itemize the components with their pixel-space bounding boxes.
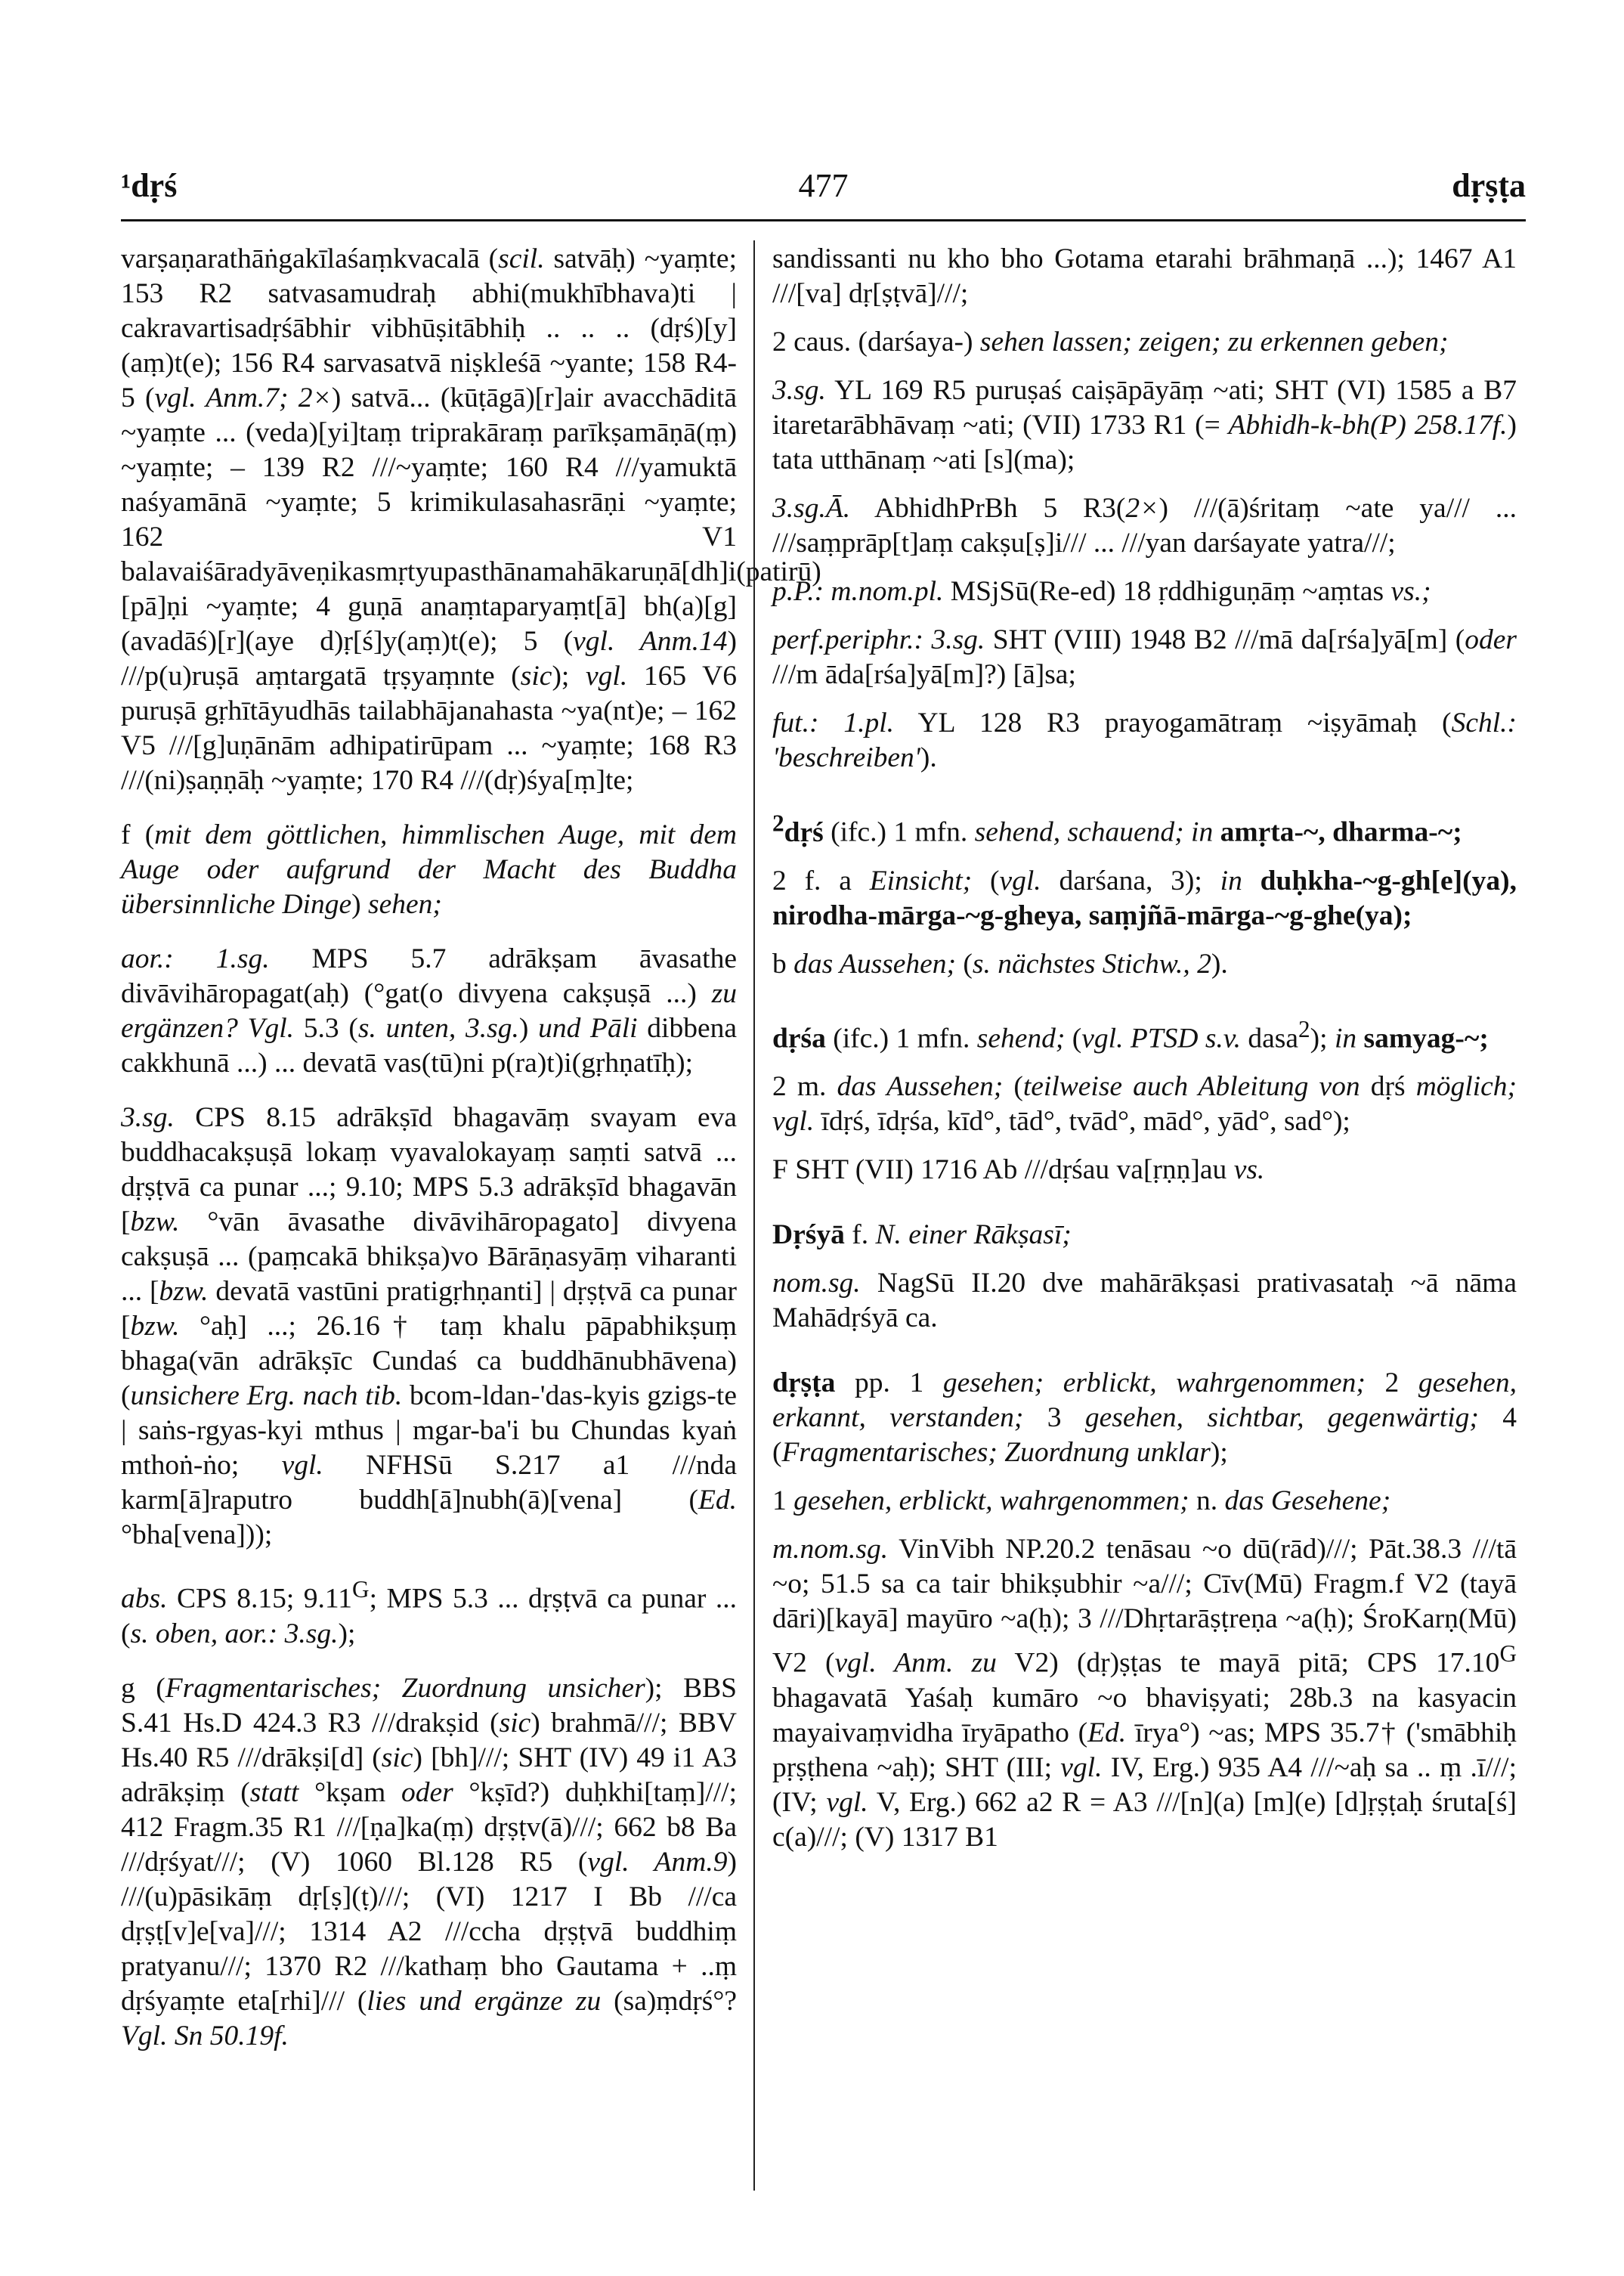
entry-2drs-sense-2: 2 f. a Einsicht; (vgl. darśana, 3); in duḥkha-~g-gh[e](ya), nirodha-mārga-~g-gheya, saṃjñā-mārga-~g-ghe(ya); bbox=[772, 865, 1517, 931]
caus-fut: fut.: 1.pl. YL 128 R3 prayogamātraṃ ~iṣyāmaḥ (Schl.: 'beschreiben'). bbox=[772, 708, 1517, 773]
caus-3sg-atm: 3.sg.Ā. AbhidhPrBh 5 R3(2×) ///(ā)śritaṃ ~ate ya/// ... ///saṃprāp[t]aṃ cakṣu[ṣ]i/// ... ///yan darśayate yatra///; bbox=[772, 493, 1517, 559]
entry-2drs-sense-b: b das Aussehen; (s. nächstes Stichw., 2). bbox=[772, 948, 1228, 980]
header-left-headword: ¹dṛś bbox=[121, 167, 178, 204]
column-divider bbox=[753, 240, 755, 2191]
entry-continuation: varṣaṇarathāṅgakīlaśaṃkvacalā (scil. satvāḥ) ~yaṃte; 153 R2 satvasamudraḥ abhi(mukhībhava)ti | cakravartisadṛśābhir vibhūṣitābhiḥ .. .. .. (dṛś)[y](aṃ)t(e); 156 R4 sarvasatvā niṣkleśā ~yante; 158 R4-5 (vgl. Anm.7; 2×) satvā... (kūṭāgā)[r]air avacchāditā ~yaṃte ... (veda)[yi]taṃ triprakāraṃ parīkṣamāṇā(ṃ) ~yaṃte; – 139 R2 ///~yaṃte; 160 R4 ///yamuktā naśyamānā ~yaṃte; 5 krimikulasahasrāṇi ~yaṃte; 162 V1 balavaiśāradyāveṇikasmṛtyupasthānamahākaruṇā[dh]i(patirū)[pā]ṇi ~yaṃte; 4 guṇā anaṃtaparyaṃt[ā] bh(a)[g](avadāś)[r](aye d)ṛ[ś]y(aṃ)t(e); 5 (vgl. Anm.14) ///p(u)ruṣā aṃtargatā tṛṣyaṃnte (sic); vgl. 165 V6 puruṣā gṛhītāyudhās tailabhājanahasta ~ya(nt)e; – 162 V5 ///[g]uṇānām adhipatirūpam ... ~yaṃte; 168 R3 ///(ni)ṣaṇṇāḥ ~yaṃte; 170 R4 ///(dṛ)śya[ṃ]te; bbox=[121, 243, 821, 796]
entry-drsya: Dṛśyā f. N. einer Rākṣasī; bbox=[772, 1219, 1072, 1250]
left-column bbox=[121, 242, 821, 2073]
entry-drsya-nom: nom.sg. NagSū II.20 dve mahārākṣasi prativasataḥ ~ā nāma Mahādṛśyā ca. bbox=[772, 1268, 1517, 1333]
entry-drsa-sense-2: 2 m. das Aussehen; (teilweise auch Ableitung von dṛś möglich; vgl. īdṛś, īdṛśa, kīd°, tād°, tvād°, mād°, yād°, sad°); bbox=[772, 1071, 1517, 1137]
header-rule bbox=[121, 219, 1526, 221]
running-head bbox=[121, 166, 1526, 212]
caus-3sg: 3.sg. YL 169 R5 puruṣaś caiṣāpāyāṃ ~ati; SHT (VI) 1585 a B7 itaretarābhāvaṃ ~ati; (VII) 1733 R1 (= Abhidh-k-bh(P) 258.17f.) tata utthānaṃ ~ati [s](ma); bbox=[772, 375, 1517, 475]
page-number: 477 bbox=[798, 167, 849, 204]
abs: abs. CPS 8.15; $9.11^G$; MPS 5.3 ... dṛṣṭvā ca punar ... (s. oben, aor.: 3.sg.); bbox=[121, 1576, 737, 1649]
causative-sense: 2 caus. (darśaya-) sehen lassen; zeigen; zu erkennen geben; bbox=[772, 327, 1449, 358]
aor-1sg: aor.: 1.sg. MPS 5.7 adrākṣam āvasathe divāvihāropagat(aḥ) (°gat(o divyena cakṣuṣā ...) zu ergänzen? Vgl. 5.3 (s. unten, 3.sg.) und Pāli dibbena cakkhunā ...) ... devatā vas(tū)ni p(ra)t)i(gṛhṇatīḥ); bbox=[121, 943, 737, 1079]
entry-2drs: $^2$dṛś (ifc.) 1 mfn. sehend, schauend; in amṛta-~, dharma-~; bbox=[772, 810, 1462, 848]
entry-drsta-sense-1: 1 gesehen, erblickt, wahrgenommen; n. das Gesehene; bbox=[772, 1485, 1391, 1516]
entry-drsta: dṛṣṭa pp. 1 gesehen; erblickt, wahrgenommen; 2 gesehen, erkannt, verstanden; 3 gesehen, sichtbar, gegenwärtig; 4 (Fragmentarisches; Zuordnung unklar); bbox=[772, 1367, 1517, 1468]
sense-f: f (mit dem göttlichen, himmlischen Auge, mit dem Auge oder aufgrund der Macht des Buddha übersinnliche Dinge) sehen; bbox=[121, 819, 737, 920]
entry-drsa-ref: F SHT (VII) 1716 Ab ///dṛśau va[ṛṇṇ]au vs. bbox=[772, 1154, 1265, 1185]
right-column bbox=[772, 242, 1517, 1875]
entry-drsta-mnomsg: m.nom.sg. VinVibh NP.20.2 tenāsau ~o dū(rād)///; Pāt.38.3 ///tā ~o; 51.5 sa ca tair bhikṣubhir ~a///; Cīv(Mū) Fragm.f V2 (tayā dāri)[kayā] mayūro ~a(ḥ); 3 ///Dhṛtarāṣṭreṇa ~a(ḥ); ŚroKarṇ(Mū) V2 (vgl. Anm. zu V2) (dṛ)ṣṭas te mayā pitā; CPS $17.10^G$ bhagavatā Yaśaḥ kumāro ~o bhaviṣyati; 28b.3 na kasyacin mayaivaṃvidha īryāpatho (Ed. īrya°) ~as; MPS 35.7† ('smābhiḥ pṛṣṭhena ~aḥ); SHT (III; vgl. IV, Erg.) 935 A4 ///~aḥ sa .. ṃ .ī///; (IV; vgl. V, Erg.) 662 a2 R = A3 ///[n](a) [m](e) [d]ṛṣṭaḥ śruta[ś] c(a)///; (V) 1317 B1 bbox=[772, 1534, 1517, 1853]
caus-perf: perf.periphr.: 3.sg. SHT (VIII) 1948 B2 ///mā da[rśa]yā[m] (oder ///m āda[rśa]yā[m]?) [ā]sa; bbox=[772, 624, 1517, 690]
continuation-text: sandissanti nu kho bho Gotama etarahi brāhmaṇā ...); 1467 A1 ///[va] dṛ[ṣṭvā]///; bbox=[772, 243, 1517, 309]
entry-drsa: dṛśa (ifc.) 1 mfn. sehend; (vgl. PTSD s.v. dasa$^2$); in samyag-~; bbox=[772, 1015, 1489, 1054]
sense-g: g (Fragmentarisches; Zuordnung unsicher); BBS S.41 Hs.D 424.3 R3 ///drakṣid (sic) brahmā///; BBV Hs.40 R5 ///drākṣi[d] (sic) [bh]///; SHT (IV) 49 i1 A3 adrākṣiṃ (statt °kṣam oder °kṣīd?) duḥkhi[taṃ]///; 412 Fragm.35 R1 ///[ṇa]ka(ṃ) dṛṣṭv(ā)///; 662 b8 Ba ///dṛśyat///; (V) 1060 Bl.128 R5 (vgl. Anm.9) ///(u)pāsikāṃ dṛ[ṣ](ṭ)///; (VI) 1217 I Bb ///ca dṛṣṭ[v]e[va]///; 1314 A2 ///ccha dṛṣṭvā buddhiṃ pratyanu///; 1370 R2 ///kathaṃ bho Gautama + ..ṃ dṛśyaṃte eta[rhi]/// (lies und ergänze zu (sa)ṃdṛś°? Vgl. Sn 50.19f. bbox=[121, 1672, 738, 2051]
header-right-headword: dṛṣṭa bbox=[1452, 167, 1526, 204]
caus-ppp: p.P.: m.nom.pl. MSjSū(Re-ed) 18 ṛddhiguṇāṃ ~aṃtas vs.; bbox=[772, 576, 1431, 607]
aor-3sg: 3.sg. CPS 8.15 adrākṣīd bhagavāṃ svayam eva buddhacakṣuṣā lokaṃ vyavalokayaṃ saṃti satvā ... dṛṣṭvā ca punar ...; 9.10; MPS 5.3 adrākṣīd bhagavān [bzw. °vān āvasathe divāvihāropagato] divyena cakṣuṣā ... (paṃcakā bhikṣa)vo Bārāṇasyāṃ viharanti ... [bzw. devatā vastūni pratigṛhṇanti] | dṛṣṭvā ca punar [bzw. °aḥ] ...; 26.16† taṃ khalu pāpabhikṣuṃ bhaga(vān adrākṣīc Cundaś ca buddhānubhāvena) (unsichere Erg. nach tib. bcom-ldan-'das-kyis gzigs-te | saṅs-rgyas-kyi mthus | mgar-ba'i bu Chundas kyaṅ mthoṅ-ṅo; vgl. NFHSū S.217 a1 ///nda karm[ā]raputro buddh[ā]nubh(ā)[vena] (Ed. °bha[vena])); bbox=[121, 1102, 737, 1550]
